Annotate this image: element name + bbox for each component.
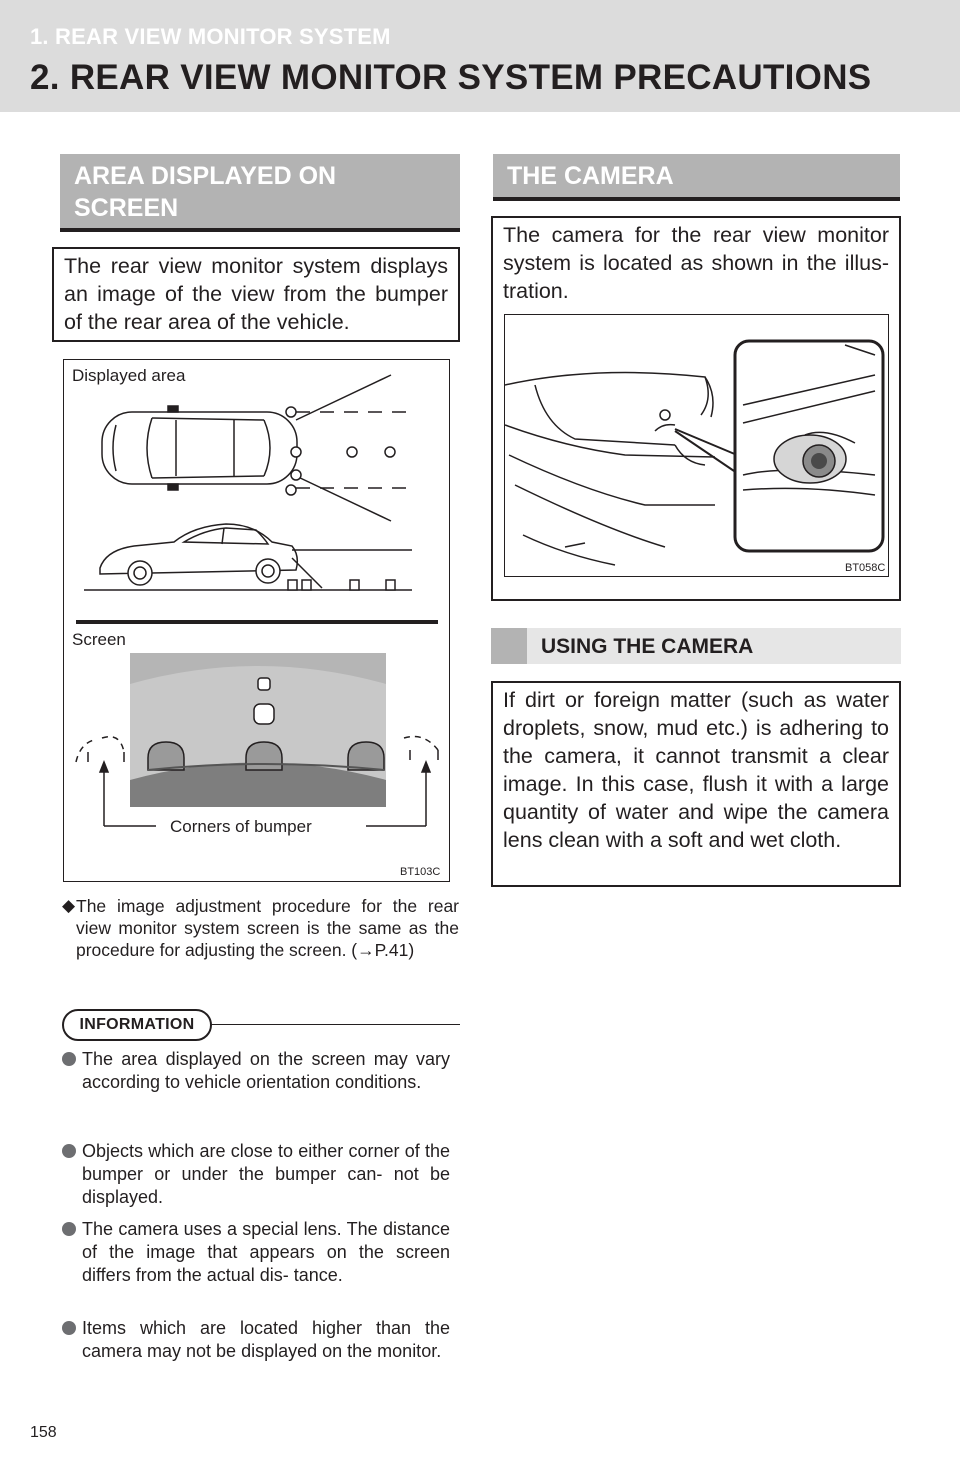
- circle-bullet-icon: [62, 1144, 76, 1158]
- information-rule: [210, 1024, 460, 1025]
- displayed-area-figure: [63, 359, 450, 882]
- car-side-view-icon: [84, 524, 412, 590]
- heading-tab: [491, 628, 527, 664]
- info-item: [62, 1317, 450, 1363]
- figure-code: BT103C: [400, 866, 441, 878]
- area-description-box: [52, 247, 460, 342]
- section-title: 1. REAR VIEW MONITOR SYSTEM: [30, 24, 391, 49]
- using-camera-heading: [491, 628, 901, 664]
- info-item-text: The camera uses a special lens. The distance of the image that appears on the screen differs from the actual dis- tance.: [82, 1219, 450, 1285]
- info-item: [62, 1218, 450, 1287]
- using-camera-text: If dirt or foreign matter (such as water droplets, snow, mud etc.) is adhering to the camera, it cannot transmit a clear image. In this case, flush it with a large quantity of water and wipe the camera lens clean with a soft and wet cloth.: [503, 688, 889, 852]
- car-top-view-icon: [102, 406, 297, 490]
- camera-lens-icon: [774, 435, 846, 483]
- circle-bullet-icon: [62, 1222, 76, 1236]
- camera-section-heading: [493, 154, 900, 201]
- circle-bullet-icon: [62, 1321, 76, 1335]
- information-label: INFORMATION: [62, 1009, 212, 1041]
- page-number: 158: [30, 1424, 57, 1441]
- adjustment-note-text: The image adjustment procedure for the rear view monitor system screen is the same as the procedure for adjusting the screen. (→P.41): [76, 896, 459, 960]
- ground-markers: [288, 580, 395, 590]
- info-item-text: Items which are located higher than the camera may not be displayed on the monitor.: [82, 1318, 450, 1361]
- diamond-bullet-icon: ◆: [62, 896, 76, 915]
- adjustment-note: [62, 895, 459, 961]
- displayed-area-label: Displayed area: [72, 366, 186, 385]
- info-item: [62, 1140, 450, 1209]
- page-header: [0, 0, 960, 112]
- area-description-text: The rear view monitor system displays an image of the view from the bumper of the rear area of the vehicle.: [64, 254, 448, 334]
- using-camera-box: [491, 681, 901, 887]
- camera-figure: [504, 314, 889, 577]
- camera-location-illustration: [505, 315, 888, 576]
- camera-heading-text: THE CAMERA: [507, 162, 674, 190]
- screen-view-image: [130, 653, 386, 807]
- area-heading-line2: SCREEN: [74, 194, 179, 222]
- area-section-heading: [60, 154, 460, 232]
- displayed-area-illustration: [64, 360, 449, 881]
- circle-bullet-icon: [62, 1052, 76, 1066]
- info-item-text: Objects which are close to either corner of the bumper or under the bumper can- not be displayed.: [82, 1141, 450, 1207]
- info-item-text: The area displayed on the screen may vary according to vehicle orientation conditions.: [82, 1049, 450, 1092]
- corners-of-bumper-label: Corners of bumper: [170, 817, 312, 836]
- screen-label: Screen: [72, 630, 126, 649]
- area-heading-line1: AREA DISPLAYED ON: [74, 162, 337, 190]
- page-title: 2. REAR VIEW MONITOR SYSTEM PRECAUTIONS: [30, 58, 872, 97]
- distance-marker-circles: [286, 407, 395, 495]
- using-camera-heading-text: USING THE CAMERA: [541, 635, 754, 658]
- info-item: [62, 1048, 450, 1094]
- camera-figure-code: BT058C: [845, 562, 886, 574]
- camera-description-text: The camera for the rear view monitor system is located as shown in the illus- tration.: [503, 223, 889, 303]
